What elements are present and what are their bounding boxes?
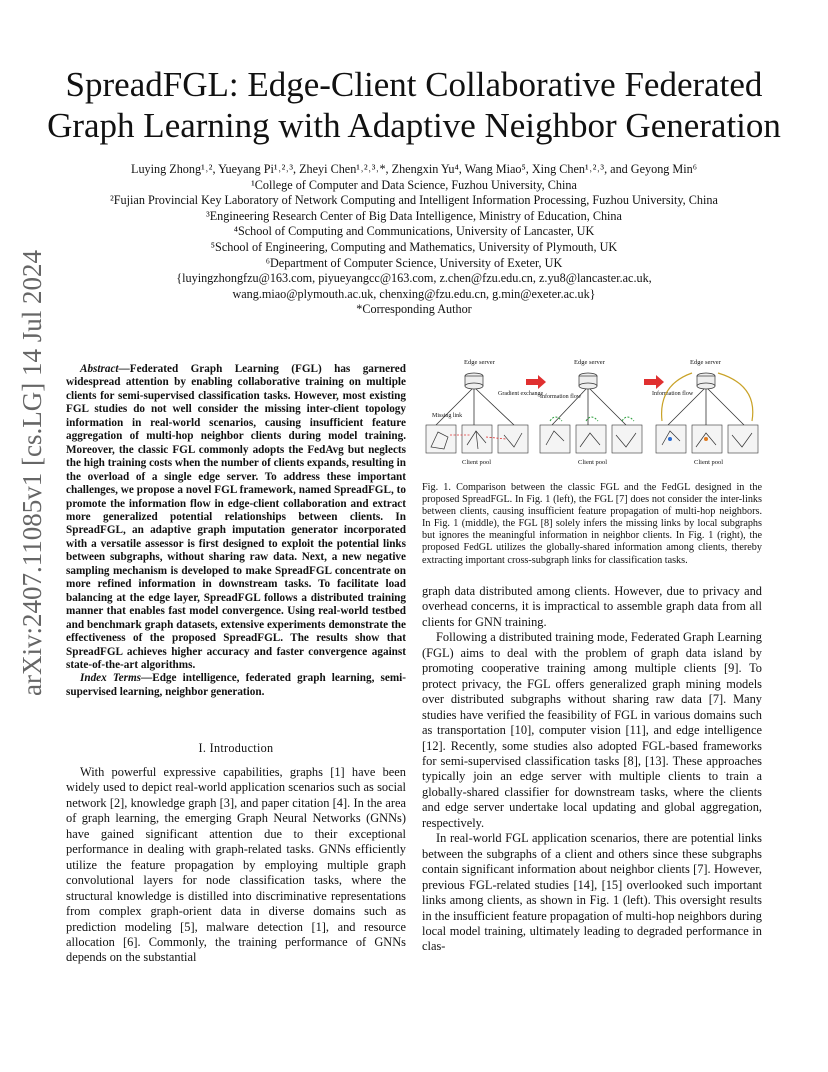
affiliation-3: ³Engineering Research Center of Big Data Intelligence, Ministry of Education, China: [206, 208, 622, 223]
right-paragraph-2: Following a distributed training mode, Federated Graph Learning (FGL) aims to deal with the problem of graph data island by promoting cooperative training among multiple clients [9]. To protect privacy, the FGL offers generalized graph mining models over distributed subgraphs without sharing raw data [7]. Many studies have verified the feasibility of FGL in various domains such as transportation [10], computer vision [11], and edge intelligence [12]. Recently, some studies also adopted FGL-based frameworks for semi-supervised classification tasks [8], [13]. These approaches typically join an edge server with multiple clients to train a globally-shared classifier for downstream tasks, where the clients and edge server undertake local updating and global aggregation, respectively.: [422, 630, 762, 830]
edge-server-label: Edge server: [690, 359, 721, 366]
client-graph: [576, 425, 606, 453]
intro-column-left: [66, 765, 406, 966]
server-icon: [697, 373, 715, 389]
client-graph: [612, 425, 642, 453]
client-pool-label: Client pool: [694, 459, 724, 466]
information-flow-label: Information flow: [540, 394, 582, 400]
server-icon: [465, 373, 483, 389]
intro-paragraph: With powerful expressive capabilities, graphs [1] have been widely used to depict real-world application scenarios such as social network [2], knowledge graph [3], and paper citation [4]. In the area of graph learning, the emerging Graph Neural Networks (GNNs) have gained significant attention due to their exceptional performance in dealing with graph-related tasks. GNNs efficiently utilize the feature propagation by employing multiple graph convolutional layers for node classification tasks, where the structural knowledge is distilled into discriminative representations from complex graph-orient data in diverse domains such as prediction modeling [5], malware detection [1], and resource allocation [6]. Commonly, the training performance of GNNs depends on the substantial: [66, 765, 406, 965]
edge-server-label: Edge server: [464, 359, 495, 366]
corresponding-author: *Corresponding Author: [356, 302, 472, 317]
abstract-text: —Federated Graph Learning (FGL) has garnered widespread attention by enabling collaborative training on multiple clients for semi-supervised classification tasks. However, most existing FGL studies do not well consider the missing inter-client topology information in real-world scenarios, causing insufficient feature aggregation of multi-hop neighbor clients during model training. Moreover, the classic FGL commonly adopts the FedAvg but neglects the high training costs when the number of clients expands, resulting in the overload of a single edge server. To address these important challenges, we propose a novel FGL framework, named SpreadFGL, to promote the information flow in edge-client collaboration and extract more generalized potential relationships between clients. In SpreadFGL, an adaptive graph imputation generator incorporated with a versatile assessor is first designed to exploit the potential links between subgraphs, without sharing raw data. Next, a new negative sampling mechanism is developed to make SpreadFGL concentrate on more refined information in downstream tasks. To facilitate load balancing at the edge layer, SpreadFGL follows a distributed training manner that enables fast model convergence. Using real-world testbed and benchmark graph datasets, extensive experiments demonstrate the effectiveness of the proposed SpreadFGL. The results show that SpreadFGL achieves higher accuracy and faster convergence against state-of-the-art algorithms.: [66, 363, 406, 671]
panel-middle: [540, 359, 642, 466]
gradient-exchange-label: Gradient exchange: [498, 391, 544, 397]
figure-caption: Fig. 1. Comparison between the classic FGL and the FedGL designed in the proposed SpreadFGL. In Fig. 1 (left), the FGL [7] does not consider the inter-links between clients, causing insufficient feature propagation of multi-hop neighbors. In Fig. 1 (middle), the FGL [8] solely infers the missing links by local subgraphs but ignores the meaningful information in neighbor clients. In Fig. 1 (right), the proposed FedGL utilizes the globally-shared information among clients, thereby extracting important cross-subgraph links for classification tasks.: [422, 482, 762, 566]
arxiv-stamp: arXiv:2407.11085v1 [cs.LG] 14 Jul 2024: [17, 250, 47, 696]
client-pool-label: Client pool: [578, 459, 608, 466]
right-paragraph-1: graph data distributed among clients. However, due to privacy and overhead concerns, it is impractical to assemble graph data from all clients for GNN training.: [422, 584, 762, 629]
abstract: [66, 363, 406, 699]
abstract-label: Abstract: [80, 363, 119, 375]
arrow-right-icon: [644, 375, 664, 389]
title-line-2: Graph Learning with Adaptive Neighbor Generation: [47, 106, 781, 145]
server-icon: [579, 373, 597, 389]
index-terms-text: —Edge intelligence, federated graph learning, semi-supervised learning, neighbor generation.: [66, 672, 406, 698]
section-heading: I. Introduction: [198, 741, 274, 755]
affiliation-1: ¹College of Computer and Data Science, Fuzhou University, China: [251, 177, 577, 192]
right-paragraph-3: In real-world FGL application scenarios, there are potential links between the subgraphs of a client and others since these subgraphs contain significant information about neighbor clients [7]. However, previous FGL-related studies [14], [15] overlooked such important links among clients, as shown in Fig. 1 (left). This oversight results in the insufficient feature propagation of multi-hop neighbors during local model training, ultimately leading to degraded performance in clas-: [422, 831, 762, 954]
arrow-right-icon: [526, 375, 546, 389]
client-graph: [498, 425, 528, 453]
author-list: Luying Zhong¹˒², Yueyang Pi¹˒²˒³, Zheyi Chen¹˒²˒³˒*, Zhengxin Yu⁴, Wang Miao⁵, Xing Chen¹˒²˒³, and Geyong Min⁶: [131, 162, 697, 176]
author-block: [60, 162, 768, 318]
panel-right: [652, 359, 758, 466]
figure-1: [422, 355, 764, 471]
client-pool-label: Client pool: [462, 459, 492, 466]
panel-left: [426, 359, 543, 466]
paper-title: [40, 64, 788, 146]
affiliation-4: ⁴School of Computing and Communications, University of Lancaster, UK: [233, 224, 595, 239]
title-line-1: SpreadFGL: Edge-Client Collaborative Federated: [65, 65, 763, 104]
emails-line-2: wang.miao@plymouth.ac.uk, chenxing@fzu.edu.cn, g.min@exeter.ac.uk}: [232, 286, 596, 301]
client-graph: [728, 425, 758, 453]
intro-column-right: [422, 584, 762, 955]
client-graph: [540, 425, 570, 453]
index-terms-label: Index Terms: [80, 672, 142, 685]
edge-server-label: Edge server: [574, 359, 605, 366]
information-flow-label: Information flow: [652, 391, 694, 397]
affiliation-5: ⁵School of Engineering, Computing and Mathematics, University of Plymouth, UK: [210, 239, 618, 254]
emails-line-1: {luyingzhongfzu@163.com, piyueyangcc@163.com, z.chen@fzu.edu.cn, z.yu8@lancaster.ac.uk,: [176, 271, 652, 286]
affiliation-6: ⁶Department of Computer Science, University of Exeter, UK: [265, 255, 563, 270]
affiliation-2: ²Fujian Provincial Key Laboratory of Network Computing and Intelligent Information Processing, Fuzhou University, China: [110, 193, 718, 208]
missing-link-label: Missing link: [432, 413, 463, 419]
